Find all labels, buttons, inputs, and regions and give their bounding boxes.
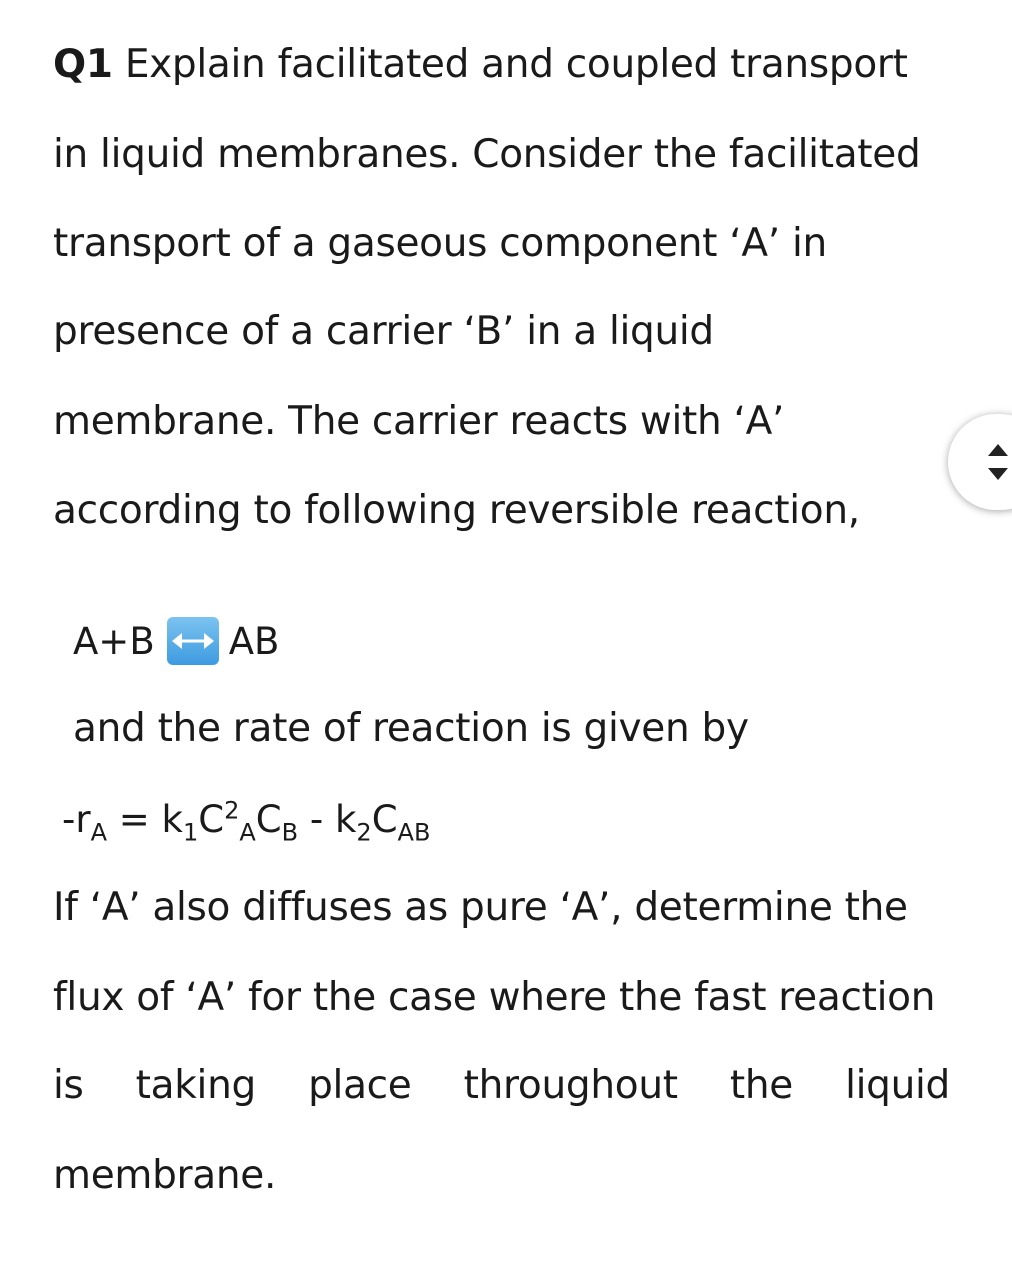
rate-k1: k [161,798,183,841]
question-line-3: transport of a gaseous component ‘A’ in [53,221,827,266]
rate-cb: C [255,798,282,841]
question-line-6: according to following reversible reaction, [53,488,860,533]
rate-equation [62,790,430,850]
up-down-scroll-icon [986,438,1010,486]
rate-ca: C [198,798,225,841]
rate-k1-subscript: 1 [182,818,199,847]
question-line-1 [53,40,908,90]
tail-line-1: If ‘A’ also diffuses as pure ‘A’, determine the [53,885,908,930]
question-line-1-text: Explain facilitated and coupled transport [124,42,908,87]
tail-word: the [729,1063,793,1108]
tail-word: is [53,1063,84,1108]
rate-minus: - [298,798,335,841]
tail-line-4: membrane. [53,1153,277,1198]
rate-cab-subscript: AB [397,818,431,847]
rate-cab: C [371,798,398,841]
tail-word: liquid [845,1063,950,1108]
question-line-5: membrane. The carrier reacts with ‘A’ [53,399,785,444]
rate-lhs: -r [62,798,91,841]
rate-lhs-subscript: A [90,818,107,847]
rate-intro-text: and the rate of reaction is given by [73,706,749,751]
question-line-4: presence of a carrier ‘B’ in a liquid [53,309,714,354]
reaction-reactants: A+B [73,619,155,663]
reaction-product: AB [228,619,280,663]
reaction-equation [73,613,279,669]
scroll-handle[interactable] [948,414,1012,510]
question-label: Q1 [53,42,113,87]
rate-equals: = [107,798,162,841]
left-right-arrow-icon [167,617,219,665]
question-line-2: in liquid membranes. Consider the facilitated [53,132,921,177]
tail-line-2: flux of ‘A’ for the case where the fast reaction [53,975,936,1020]
rate-ca-subscript: A [239,818,256,847]
rate-ca-superscript: 2 [224,796,240,825]
tail-word: taking [135,1063,256,1108]
rate-cb-subscript: B [281,818,299,847]
tail-word: place [308,1063,412,1108]
tail-word: throughout [463,1063,678,1108]
tail-line-3 [53,1061,950,1111]
rate-k2-subscript: 2 [356,818,372,847]
rate-k2: k [334,798,357,841]
